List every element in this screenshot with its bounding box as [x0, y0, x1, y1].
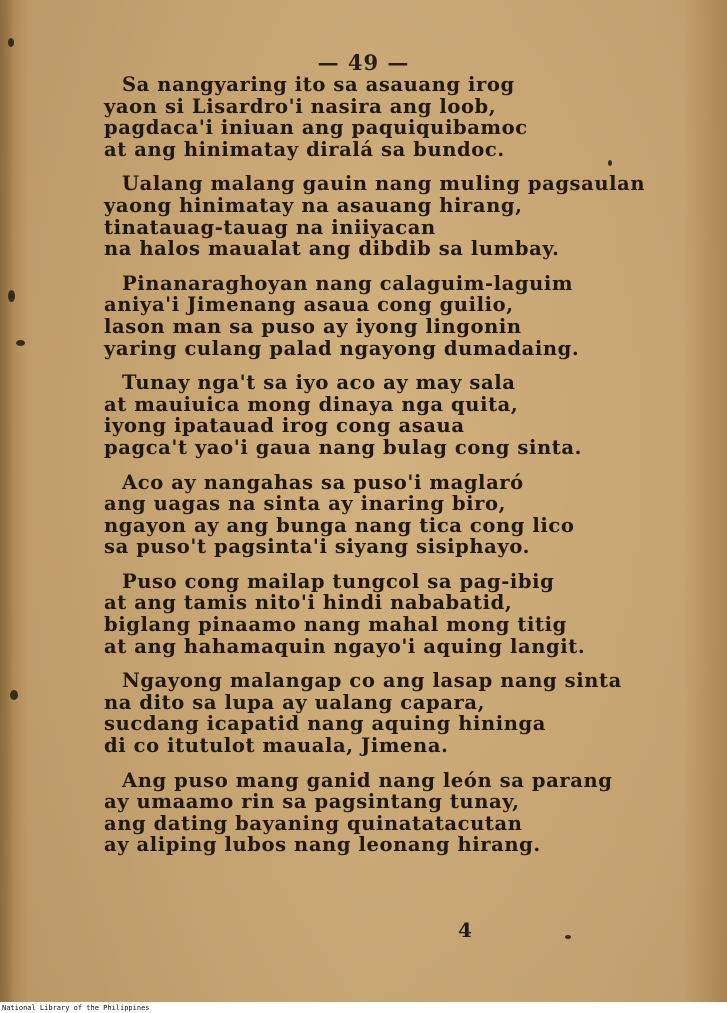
- poem-line: sucdang icapatid nang aquing hininga: [104, 712, 547, 736]
- poem-line: Pinanaraghoyan nang calaguim-laguim: [122, 271, 574, 295]
- ink-speck: [608, 160, 612, 166]
- ink-speck: [8, 38, 14, 47]
- poem-line: sa puso't pagsinta'i siyang sisiphayo.: [104, 535, 530, 559]
- stanza: [100, 472, 640, 558]
- poem-line: Ngayong malangap co ang lasap nang sinta: [122, 669, 622, 693]
- poem-line: Sa nangyaring ito sa asauang irog: [122, 73, 515, 96]
- stanza: [100, 670, 640, 756]
- poem-line: ang dating bayaning quinatatacutan: [104, 811, 523, 835]
- poem-line: na halos maualat ang dibdib sa lumbay.: [104, 237, 560, 261]
- poem-line: Tunay nga't sa iyo aco ay may sala: [122, 371, 516, 395]
- poem-line: Ang puso mang ganid nang león sa parang: [122, 768, 613, 792]
- poem-line: aniya'i Jimenang asaua cong guilio,: [104, 293, 514, 317]
- poem-line: at ang hahamaquin ngayo'i aquing langit.: [104, 634, 586, 658]
- stanza: [100, 273, 640, 359]
- poem-line: ang uagas na sinta ay inaring biro,: [104, 492, 507, 516]
- poem-line: ay aliping lubos nang leonang hirang.: [104, 833, 541, 857]
- poem-line: di co itutulot mauala, Jimena.: [104, 734, 449, 758]
- poem-line: Ualang malang gauin nang muling pagsaulan: [122, 172, 646, 196]
- poem-line: Puso cong mailap tungcol sa pag-ibig: [122, 569, 555, 593]
- poem-line: at ang tamis nito'i hindi nababatid,: [104, 591, 513, 615]
- poem-line: ay umaamo rin sa pagsintang tunay,: [104, 790, 520, 814]
- poem-line: pagdaca'i iniuan ang paquiquibamoc: [104, 116, 528, 140]
- poem-line: tinatauag-tauag na iniiyacan: [104, 215, 436, 239]
- signature-mark: 4: [458, 918, 472, 942]
- ink-speck: [8, 290, 15, 302]
- poem-line: yaon si Lisardro'i nasira ang loob,: [104, 94, 497, 118]
- poem-line: biglang pinaamo nang mahal mong titig: [104, 613, 567, 637]
- library-credit: National Library of the Philippines: [2, 1004, 150, 1012]
- page-edge-shadow: [0, 0, 14, 1002]
- poem-line: na dito sa lupa ay ualang capara,: [104, 690, 485, 714]
- ink-speck: [565, 935, 571, 939]
- poem-line: at mauiuica mong dinaya nga quita,: [104, 392, 519, 416]
- poem-line: yaong hinimatay na asauang hirang,: [104, 193, 523, 217]
- poem-line: lason man sa puso ay iyong lingonin: [104, 314, 522, 338]
- poem-line: yaring culang palad ngayong dumadaing.: [104, 336, 580, 360]
- poem-line: at ang hinimatay diralá sa bundoc.: [104, 137, 505, 161]
- poem-line: pagca't yao'i gaua nang bulag cong sinta.: [104, 435, 582, 459]
- poem-body: [100, 73, 646, 869]
- stanza: [100, 770, 640, 856]
- poem-line: ngayon ay ang bunga nang tica cong lico: [104, 513, 575, 537]
- stanza: [100, 571, 640, 657]
- stanza: [100, 372, 640, 458]
- stanza: [100, 172, 646, 261]
- stanza: [100, 74, 640, 160]
- page-number: — 49 —: [317, 50, 410, 75]
- ink-speck: [10, 690, 18, 700]
- poem-line: Aco ay nangahas sa puso'i maglaró: [122, 470, 524, 494]
- poem-line: iyong ipatauad irog cong asaua: [104, 414, 465, 438]
- ink-speck: [16, 340, 25, 346]
